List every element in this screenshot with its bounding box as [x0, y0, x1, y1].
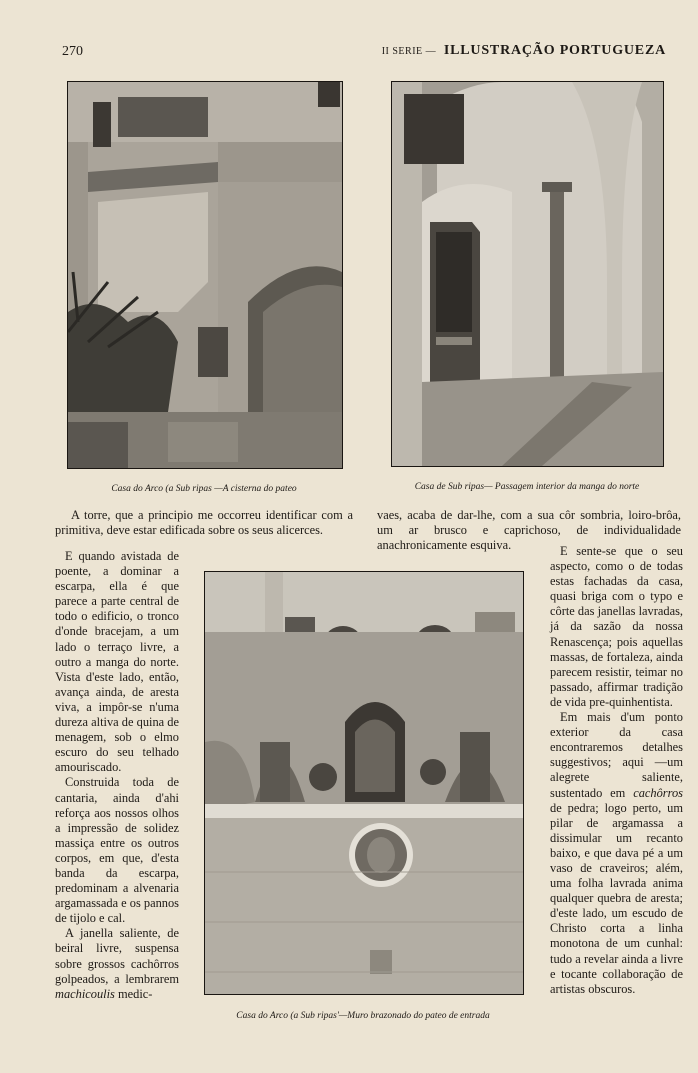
- paragraph: A torre, que a principio me occorreu identificar com a primitiva, deve estar edificada sobre os seus alicerces.: [55, 508, 353, 538]
- text-column-3: [550, 544, 683, 997]
- paragraph: A janella saliente, de beiral livre, suspensa sobre grossos cachôrros golpeados, a lembrarem machicoulis medic-: [55, 926, 179, 1001]
- caption-blazoned-wall: Casa do Arco (a Sub ripas'—Muro brazonado do pateo de entrada: [236, 1011, 490, 1021]
- photo-passage-image: [392, 82, 663, 466]
- paragraph: E sente-se que o seu aspecto, como o de todas estas fachadas da casa, quasi briga com o typo e côrte das janellas lavradas, já da sazão da nossa Renascença; pois aquellas massas, de fortaleza, ainda parecem resistir, teimar no passado, affirmar tradição de vida pre-quinhentista.: [550, 544, 683, 709]
- photo-cistern: [67, 81, 343, 469]
- photo-blazoned-wall-image: [205, 572, 523, 994]
- paragraph: vaes, acaba de dar-lhe, com a sua côr sombria, loiro-brôa, um ar brusco e caprichoso, de individualidade anachronicamente esquiva.: [377, 508, 681, 553]
- text-column-1: [55, 508, 353, 538]
- photo-passage: [391, 81, 664, 467]
- paragraph: Construida toda de cantaria, ainda d'ahi reforça aos nossos olhos a impressão de solidez massiça entre os outros corpos, em que, d'esta banda da escarpa, predominam a alvenaria argamassada e os pannos de tijolo e cal.: [55, 775, 179, 926]
- caption-cistern: Casa do Arco (a Sub ripas —A cisterna do pateo: [111, 484, 297, 494]
- series-label: II SERIE —: [381, 46, 437, 57]
- text-column-1-narrow: [55, 549, 179, 1002]
- photo-cistern-image: [68, 82, 342, 468]
- paragraph: E quando avistada de poente, a dominar a escarpa, ella é que parece a parte central de todo o edificio, o tronco d'onde bracejam, a um lado o terraço livre, a outro a manga do norte. Vista d'este lado, então, avança ainda, de aresta viva, a impôr-se n'uma dureza altiva de quina de menagem, sob o elmo escuro do seu telhado amouriscado.: [55, 549, 179, 775]
- running-header: [382, 42, 666, 59]
- paragraph: Em mais d'um ponto exterior da casa encontraremos detalhes suggestivos; aqui —um alegrete saliente, sustentado em cachôrros de pedra; logo perto, um pilar de argamassa a dissimular um recanto baixo, e que dava pé a um vaso de craveiros; além, uma folha lavrada anima qualquer quebra de aresta; d'este lado, um escudo de Christo corta a linha monotona de um cunhal: tudo a revelar ainda a livre e tocante collaboração de artistas obscuros.: [550, 710, 683, 996]
- caption-passage: Casa de Sub ripas— Passagem interior da manga do norte: [414, 482, 640, 492]
- page-number: 270: [62, 44, 83, 59]
- photo-blazoned-wall: [204, 571, 524, 995]
- magazine-title: ILLUSTRAÇÃO PORTUGUEZA: [443, 43, 666, 58]
